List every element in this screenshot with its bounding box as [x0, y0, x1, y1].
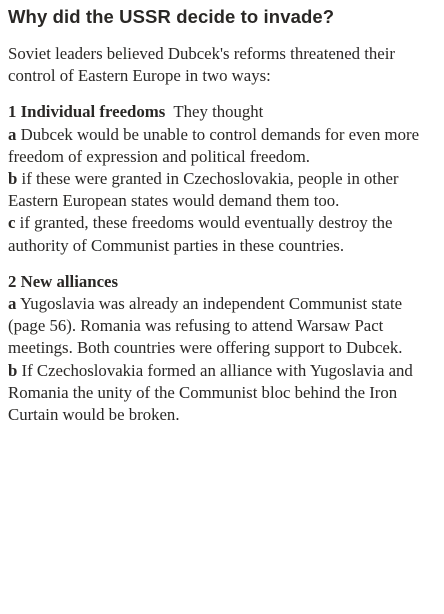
section-title: New alliances [20, 271, 119, 291]
item-text: if these were granted in Czechoslovakia, people in other Eastern European states would demand them too. [8, 169, 399, 211]
list-item [8, 168, 435, 212]
item-text: If Czechoslovakia formed an alliance with Yugoslavia and Romania the unity of the Communist bloc behind the Iron Curtain would be broken. [8, 360, 413, 425]
item-letter: b [8, 169, 18, 189]
item-text: if granted, these freedoms would eventually destroy the authority of Communist parties in these countries. [8, 213, 393, 255]
item-letter: a [8, 294, 17, 314]
item-letter: a [8, 124, 17, 144]
list-item [8, 124, 435, 168]
section-individual-freedoms [8, 101, 435, 256]
list-item [8, 360, 435, 427]
section-lead: They thought [173, 102, 264, 122]
item-letter: b [8, 360, 18, 380]
section-number: 1 [8, 102, 17, 122]
section-heading [8, 271, 435, 293]
intro-paragraph: Soviet leaders believed Dubcek's reforms threatened their control of Eastern Europe in two ways: [8, 44, 395, 86]
section-title: Individual freedoms [20, 102, 166, 122]
list-item [8, 212, 435, 256]
section-heading [8, 101, 435, 123]
item-text: Dubcek would be unable to control demands for even more freedom of expression and political freedom. [8, 124, 420, 166]
section-new-alliances [8, 271, 435, 426]
section-number: 2 [8, 271, 17, 291]
item-text: Yugoslavia was already an independent Communist state (page 56). Romania was refusing to attend Warsaw Pact meetings. Both countries were offering support to Dubcek. [8, 294, 403, 358]
item-letter: c [8, 213, 16, 233]
page-heading: Why did the USSR decide to invade? [8, 6, 335, 27]
list-item [8, 293, 435, 360]
